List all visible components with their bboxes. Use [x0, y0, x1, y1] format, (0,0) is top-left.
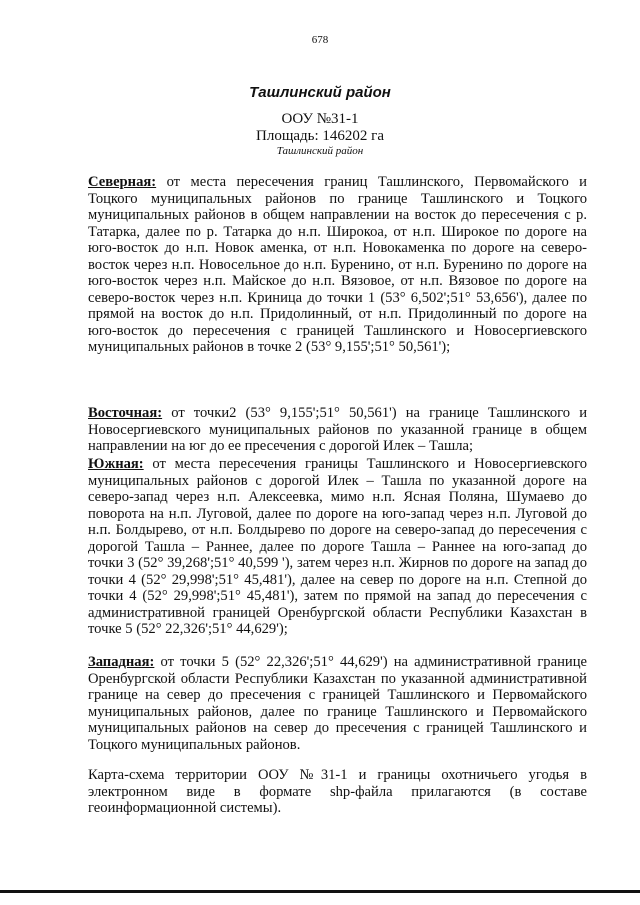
hunting-ground-code: ООУ №31-1	[281, 111, 359, 127]
east-boundary-paragraph	[88, 405, 587, 455]
north-boundary-label: Северная:	[88, 174, 157, 190]
west-boundary-label: Западная:	[88, 654, 155, 670]
page-number: 678	[311, 34, 329, 46]
south-boundary-label: Южная:	[88, 456, 144, 472]
bottom-rule	[0, 890, 640, 893]
east-boundary-label: Восточная:	[88, 405, 163, 421]
north-boundary-paragraph	[88, 174, 587, 356]
west-boundary-paragraph	[88, 654, 587, 753]
district-title: Ташлинский район	[249, 84, 391, 101]
east-boundary-text: от точки2 (53° 9,155';51° 50,561') на границе Ташлинского и Новосергиевского муниципальных районов по указанной границе в общем направлении на юг до ее пресечения с дорогой Илек – Ташла;	[88, 405, 587, 454]
area-line: Площадь: 146202 га	[256, 128, 384, 144]
west-boundary-text: от точки 5 (52° 22,326';51° 44,629') на административной границе Оренбургской области Республики Казахстан по указанной административной границе на север до пресечения с границей Ташлинского и Первомайского муниципальных районов, далее по границе Ташлинского и Первомайского муниципальных районов на север до пресечения с границей Ташлинского и Тоцкого муниципальных районов.	[88, 654, 587, 753]
south-boundary-paragraph	[88, 456, 587, 638]
map-note-paragraph: Карта-схема территории ООУ №31-1 и границы охотничьего угодья в электронном виде в формате shp-файла прилагаются (в составе геоинформационной системы).	[88, 767, 587, 816]
south-boundary-text: от места пересечения границы Ташлинского и Новосергиевского муниципальных районов с дорогой Илек – Ташла по указанной дороге на северо-запад через н.п. Алексеевка, мимо н.п. Ясная Поляна, Шумаево до поворота на н.п. Луговой, далее по дороге на юго-запад через н.п. Луговой до н.п. Болдырево, от н.п. Болдырево по дороге на северо-запад до пересечения с дорогой Ташла – Раннее, далее по дороге Ташла – Раннее на юго-запад до точки 3 (52° 39,268';51° 40,599 '), затем через н.п. Жирнов по дороге на запад до точки 4 (52° 29,998';51° 45,481'), далее на север по дороге на н.п. Степной до точки 4 (52° 29,998';51° 45,481'), затем по прямой на запад до пересечения с административной границей Оренбургской области Республики Казахстан в точке 5 (52° 22,326';51° 44,629');	[88, 456, 587, 637]
district-subtitle: Ташлинский район	[276, 145, 364, 157]
north-boundary-text: от места пересечения границ Ташлинского, Первомайского и Тоцкого муниципальных районов по границе Ташлинского и Тоцкого муниципальных районов в общем направлении на восток до пересечения с р. Татарка, далее по р. Татарка до н.п. Широкоа, от н.п. Широкое по дороге на юго-восток до н.п. Новок аменка, от н.п. Новокаменка по дороге на северо-восток через н.п. Новосельное до н.п. Буренино, от н.п. Буренино по дороге на юго-восток через н.п. Майское до н.п. Вязовое, от н.п. Вязовое по дороге на северо-восток через н.п. Криница до точки 1 (53° 6,502';51° 53,656'), далее по прямой на восток до н.п. Придолинный, от н.п. Придолинный по дороге на юго-восток до пересечения с границей Ташлинского и Новосергиевского муниципальных районов в точке 2 (53° 9,155';51° 50,561');	[88, 174, 587, 355]
